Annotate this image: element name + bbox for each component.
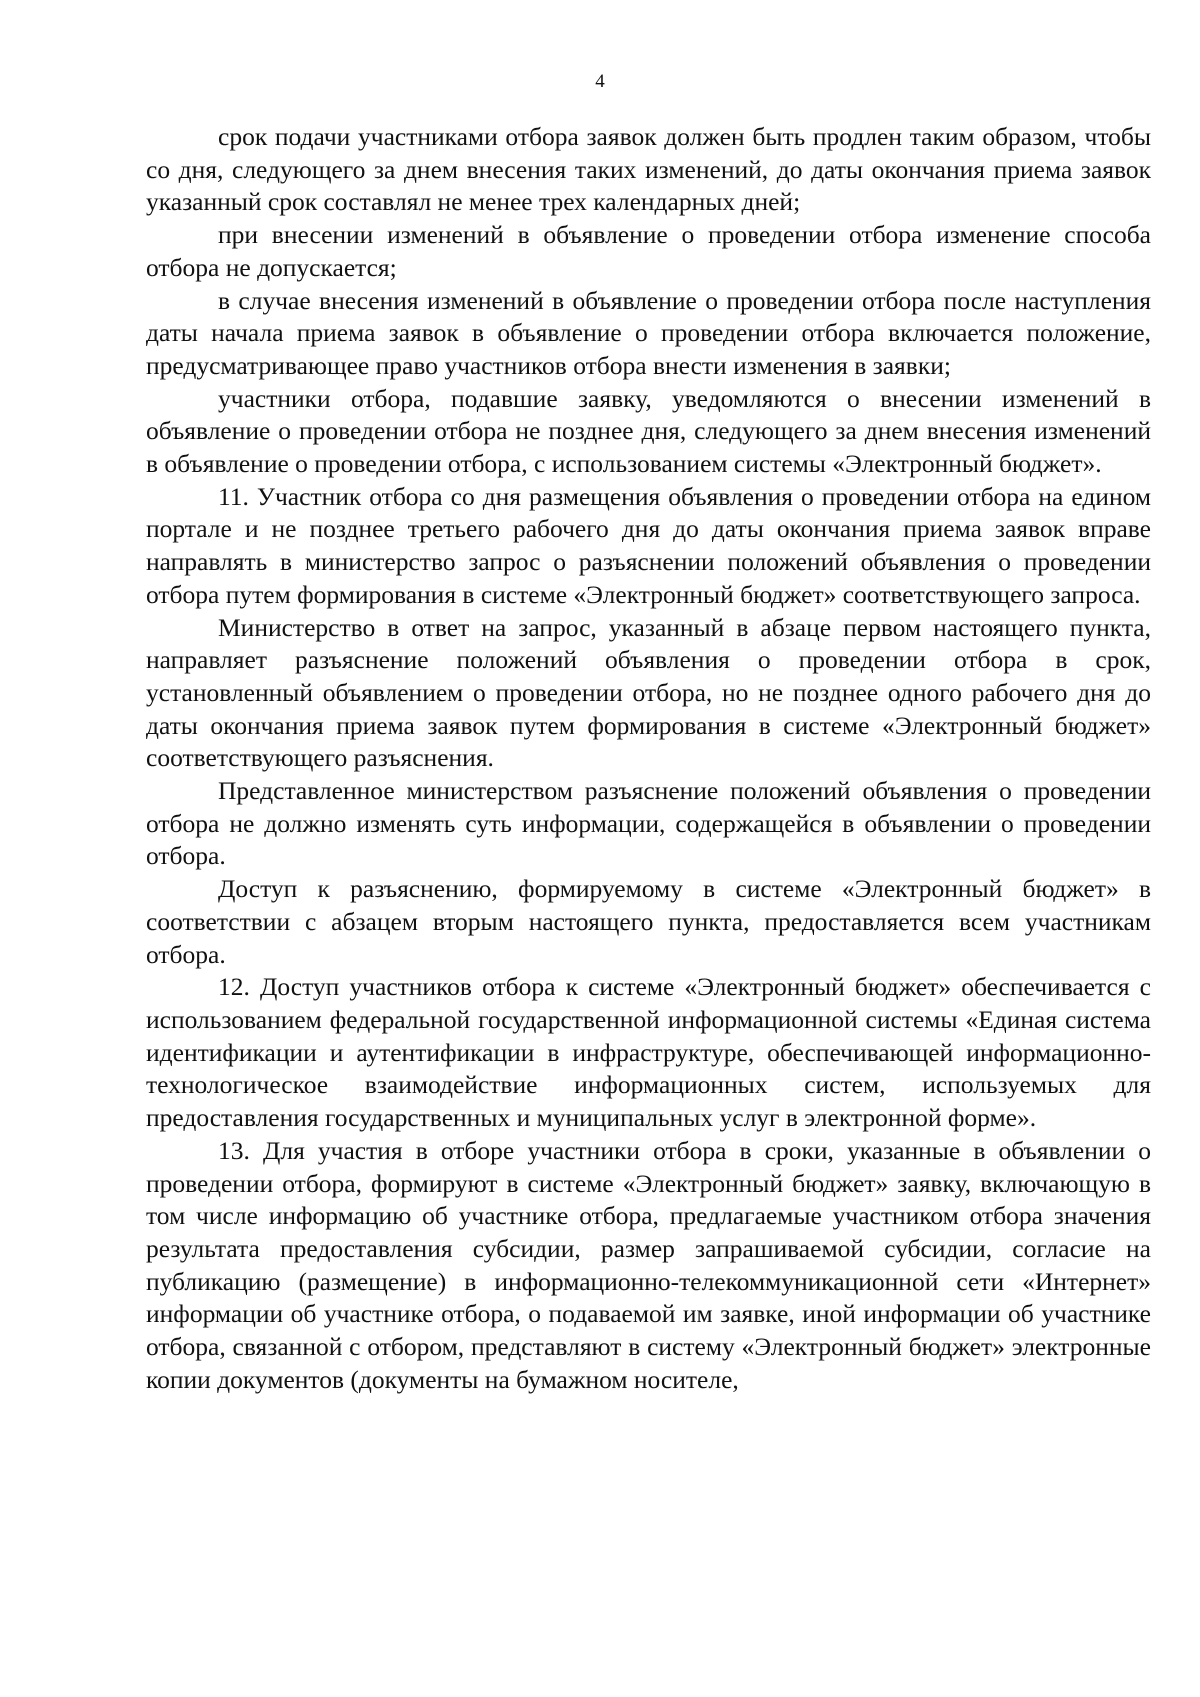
paragraph: участники отбора, подавшие заявку, уведомляются о внесении изменений в объявление о проведении отбора не позднее дня, следующего за днем внесения изменений в объявление о проведении отбора, с использованием системы «Электронный бюджет». xyxy=(146,383,1151,479)
paragraph: Доступ к разъяснению, формируемому в системе «Электронный бюджет» в соответствии с абзацем вторым настоящего пункта, предоставляется всем участникам отбора. xyxy=(146,874,1151,969)
paragraph-item-13: 13. Для участия в отборе участники отбора в сроки, указанные в объявлении о проведении отбора, формируют в системе «Электронный бюджет» заявку, включающую в том числе информацию об участнике отбора, предлагаемые участником отбора значения результата предоставления субсидии, размер запрашиваемой субсидии, согласие на публикацию (размещение) в информационно-телекоммуникационной сети «Интернет» информации об участнике отбора, о подаваемой им заявке, иной информации об участнике отбора, связанной с отбором, представляют в систему «Электронный бюджет» электронные копии документов (документы на бумажном носителе, xyxy=(146,1135,1151,1394)
paragraph: срок подачи участниками отбора заявок должен быть продлен таким образом, чтобы со дня, следующего за днем внесения таких изменений, до даты окончания приема заявок указанный срок составлял не менее трех календарных дней; xyxy=(146,122,1151,217)
paragraph-item-11: 11. Участник отбора со дня размещения объявления о проведении отбора на едином портале и не позднее третьего рабочего дня до даты окончания приема заявок вправе направлять в министерство запрос о разъяснении положений объявления о проведении отбора путем формирования в системе «Электронный бюджет» соответствующего запроса. xyxy=(146,481,1151,609)
page-number: 4 xyxy=(595,71,605,92)
paragraph: в случае внесения изменений в объявление о проведении отбора после наступления даты начала приема заявок в объявление о проведении отбора включается положение, предусматривающее право участников отбора внести изменения в заявки; xyxy=(146,285,1151,380)
paragraph-item-12: 12. Доступ участников отбора к системе «Электронный бюджет» обеспечивается с использованием федеральной государственной информационной системы «Единая система идентификации и аутентификации в инфраструктуре, обеспечивающей информационно-технологическое взаимодействие информационных систем, используемых для предоставления государственных и муниципальных услуг в электронной форме». xyxy=(146,972,1151,1133)
paragraph: Министерство в ответ на запрос, указанный в абзаце первом настоящего пункта, направляет разъяснение положений объявления о проведении отбора в срок, установленный объявлением о проведении отбора, но не позднее одного рабочего дня до даты окончания приема заявок путем формирования в системе «Электронный бюджет» соответствующего разъяснения. xyxy=(146,612,1151,773)
paragraph: Представленное министерством разъяснение положений объявления о проведении отбора не должно изменять суть информации, содержащейся в объявлении о проведении отбора. xyxy=(146,776,1151,871)
document-body xyxy=(146,121,1151,1396)
paragraph: при внесении изменений в объявление о проведении отбора изменение способа отбора не допускается; xyxy=(146,220,1151,282)
